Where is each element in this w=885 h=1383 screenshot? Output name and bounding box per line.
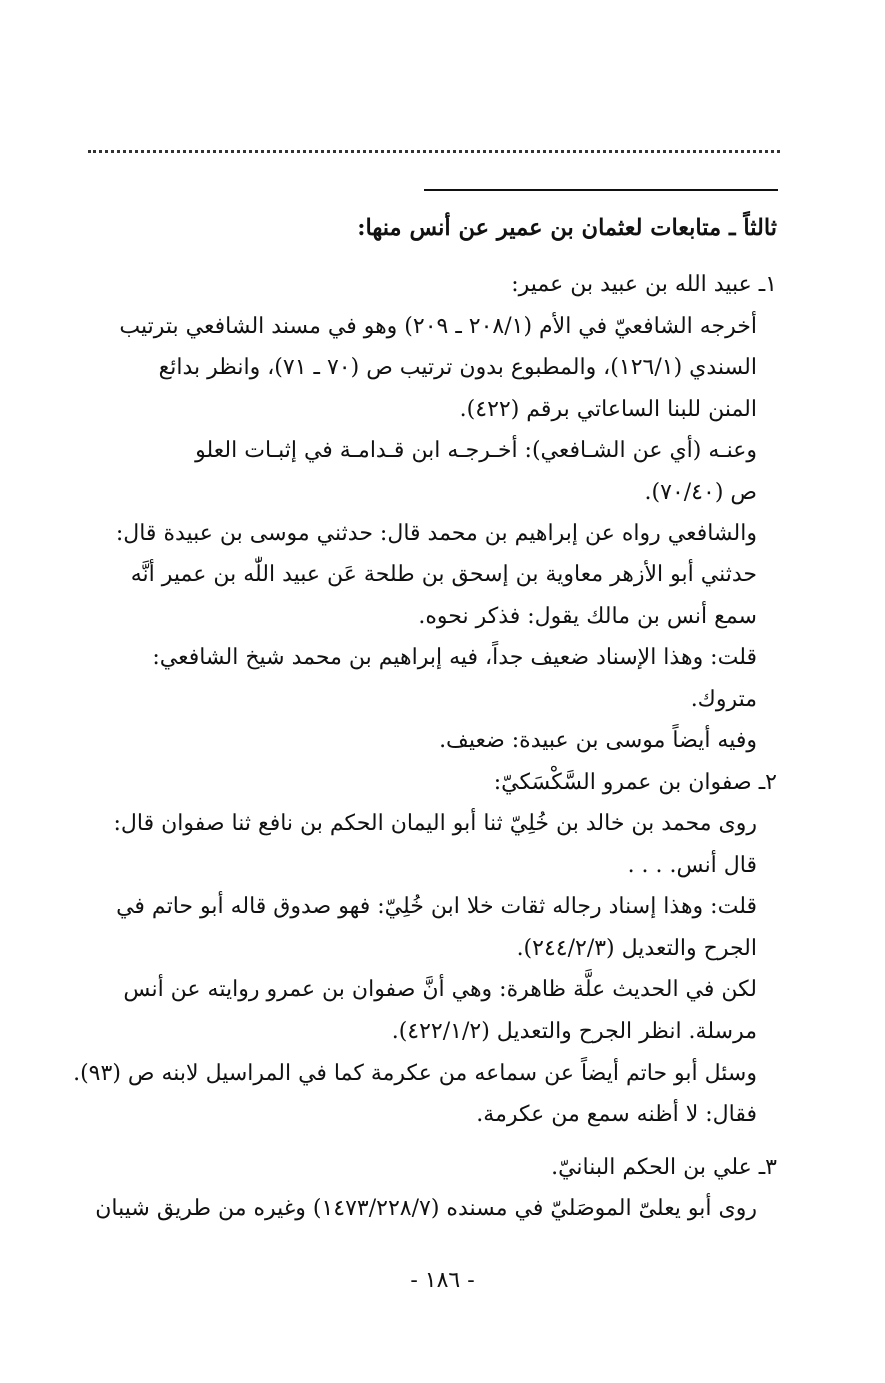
text-line: مرسلة. انظر الجرح والتعديل (٤٢٢/١/٢).: [391, 1019, 757, 1044]
section-heading: ثالثاً ـ متابعات لعثمان بن عمير عن أنس منها:: [357, 215, 777, 241]
text-line: متروك.: [690, 687, 757, 712]
text-line: حدثني أبو الأزهر معاوية بن إسحق بن طلحة عَن عبيد اللّٰه بن عمير أنَّه: [130, 562, 757, 587]
text-line: روى أبو يعلىّ الموصَليّ في مسنده (١٤٧٣/٢٢٨/٧) وغيره من طريق شيبان: [95, 1196, 757, 1221]
page-number: - ١٨٦ -: [410, 1268, 475, 1293]
text-line: السندي (١٢٦/١)، والمطبوع بدون ترتيب ص (٧٠ ـ ٧١)، وانظر بدائع: [158, 355, 757, 380]
text-line: فقال: لا أظنه سمع من عكرمة.: [476, 1102, 757, 1127]
text-line: قلت: وهذا الإسناد ضعيف جداً، فيه إبراهيم بن محمد شيخ الشافعي:: [152, 645, 757, 670]
text-line: سمع أنس بن مالك يقول: فذكر نحوه.: [418, 604, 757, 629]
text-line: وسئل أبو حاتم أيضاً عن سماعه من عكرمة كما في المراسيل لابنه ص (٩٣).: [73, 1061, 757, 1086]
text-line: قلت: وهذا إسناد رجاله ثقات خلا ابن خُلِيّ: فهو صدوق قاله أبو حاتم في: [116, 894, 757, 919]
text-line: قال أنس. . . .: [627, 853, 757, 878]
text-line: وعنـه (أي عن الشـافعي): أخـرجـه ابن قـدامـة في إثبـات العلو: [195, 438, 757, 463]
text-line: لكن في الحديث علَّة ظاهرة: وهي أنَّ صفوان بن عمرو روايته عن أنس: [123, 977, 757, 1002]
text-line: روى محمد بن خالد بن خُلِيّ ثنا أبو اليمان الحكم بن نافع ثنا صفوان قال:: [113, 811, 757, 836]
text-line: ص (٧٠/٤٠).: [644, 480, 757, 505]
text-line: الجرح والتعديل (٢٤٤/٢/٣).: [516, 936, 757, 961]
text-line: والشافعي رواه عن إبراهيم بن محمد قال: حدثني موسى بن عبيدة قال:: [115, 521, 757, 546]
section-rule: [424, 189, 778, 191]
text-line: المنن للبنا الساعاتي برقم (٤٢٢).: [459, 397, 757, 422]
list-item-heading: ١ـ عبيد الله بن عبيد بن عمير:: [511, 272, 777, 297]
text-line: أخرجه الشافعيّ في الأم (٢٠٨/١ ـ ٢٠٩) وهو في مسند الشافعي بترتيب: [119, 314, 757, 339]
list-item-heading: ٣ـ علي بن الحكم البنانيّ.: [551, 1155, 777, 1180]
text-line: وفيه أيضاً موسى بن عبيدة: ضعيف.: [439, 728, 757, 753]
list-item-heading: ٢ـ صفوان بن عمرو السَّكْسَكيّ:: [493, 770, 777, 795]
dotted-separator: [88, 150, 780, 153]
